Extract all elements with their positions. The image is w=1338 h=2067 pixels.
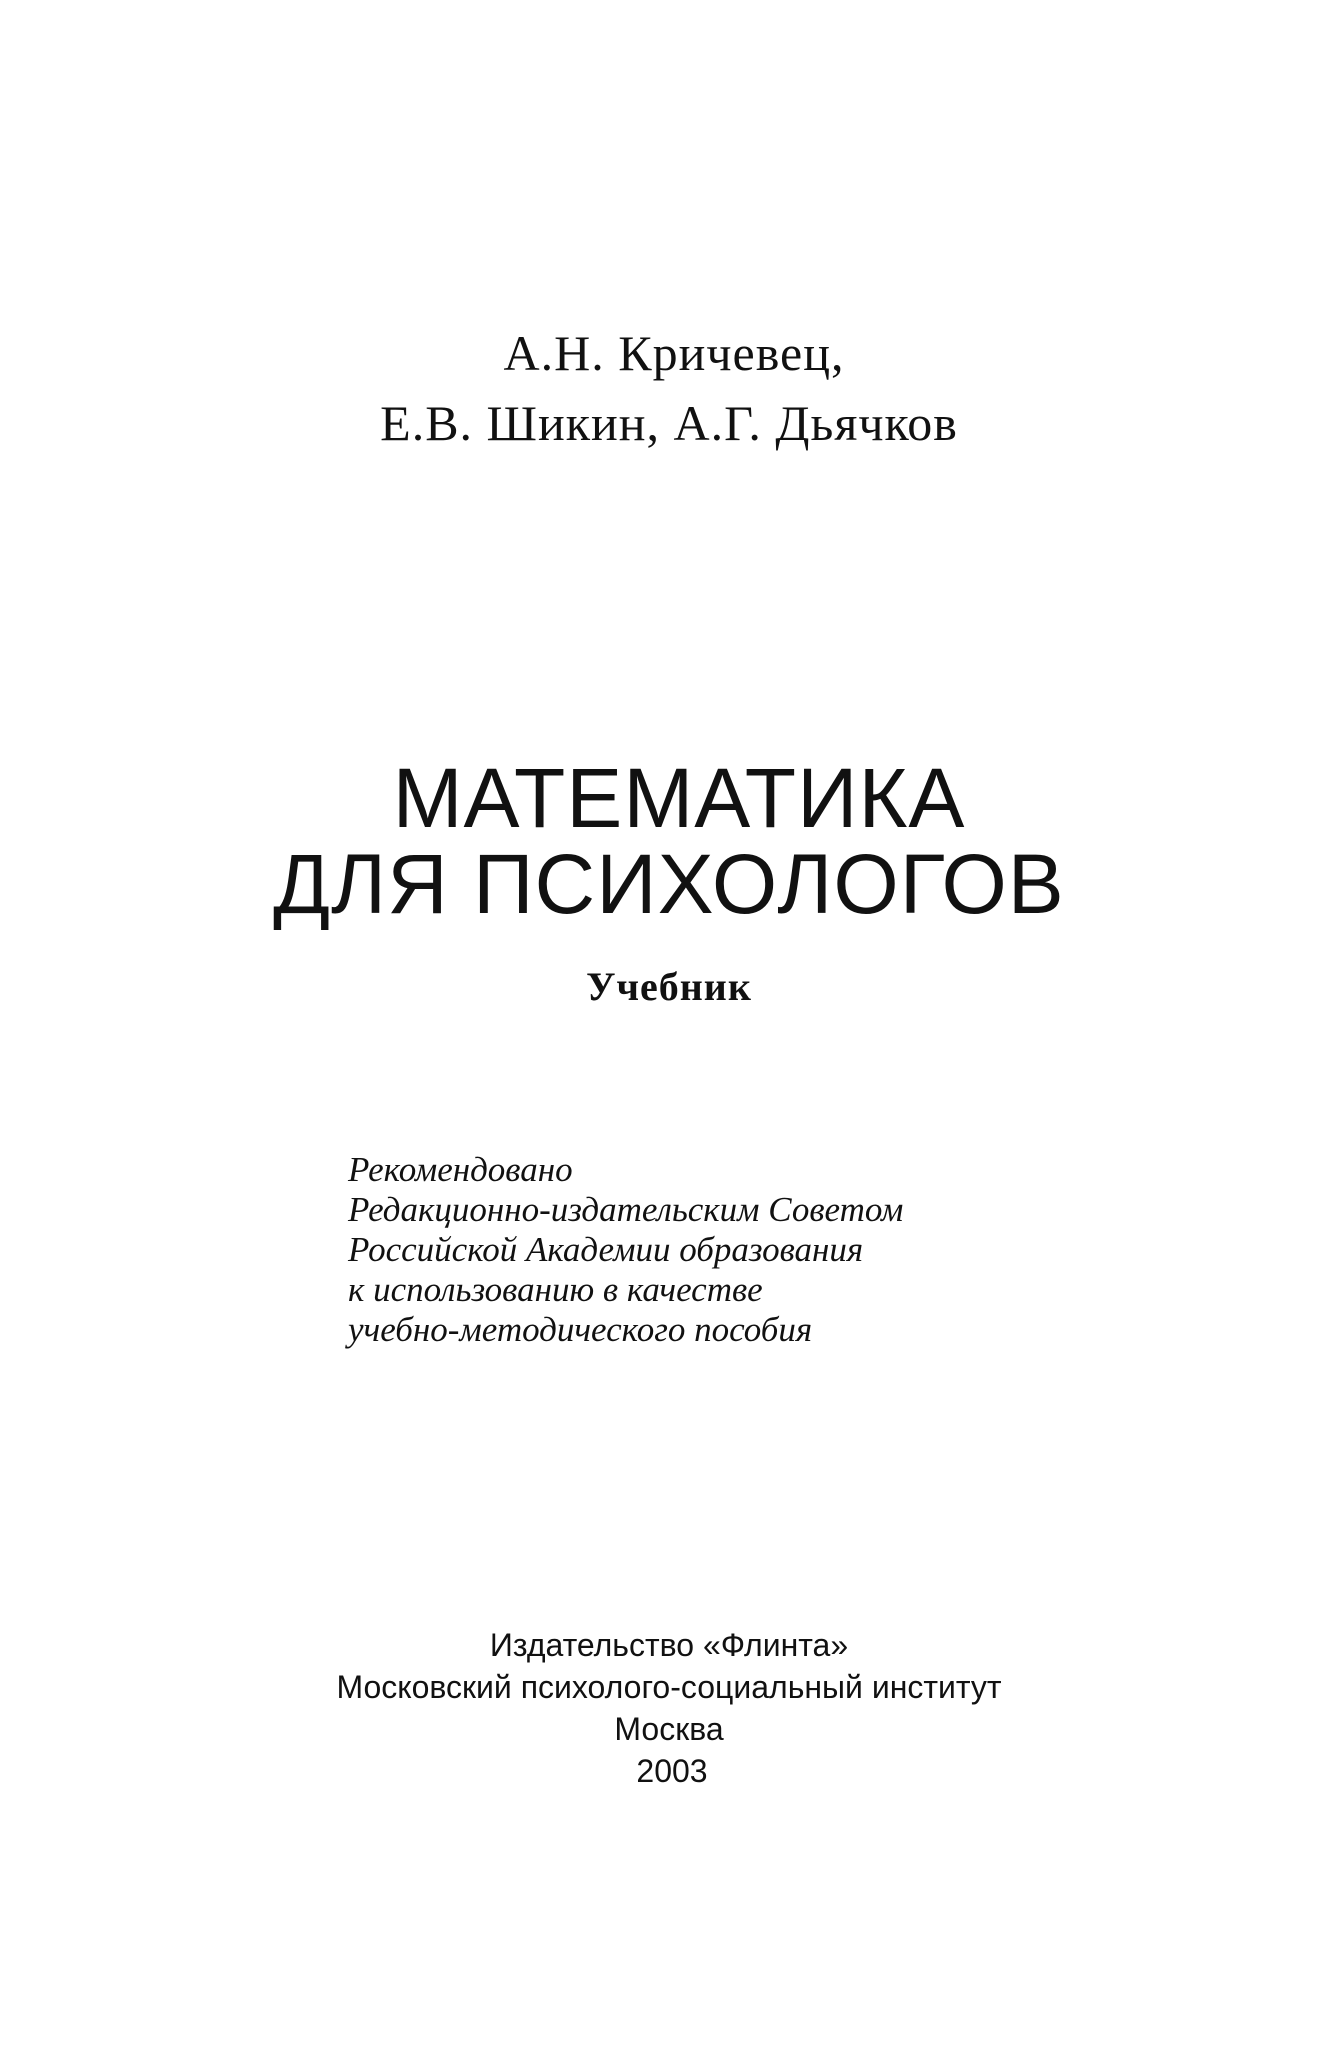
recommendation-line: учебно-методического пособия bbox=[348, 1310, 813, 1349]
publisher-name: Издательство «Флинта» bbox=[489, 1627, 849, 1663]
recommendation-line: Рекомендовано bbox=[348, 1150, 573, 1189]
book-subtitle: Учебник bbox=[586, 964, 752, 1009]
recommendation-line: Российской Академии образования bbox=[348, 1230, 864, 1269]
recommendation-line: Редакционно-издательским Советом bbox=[348, 1190, 904, 1229]
book-title-line-2: ДЛЯ ПСИХОЛОГОВ bbox=[273, 837, 1065, 931]
book-title-line-1: МАТЕМАТИКА bbox=[392, 751, 966, 845]
institute-name: Московский психолого-социальный институт bbox=[336, 1669, 1002, 1705]
authors-block bbox=[0, 318, 1338, 458]
publisher-block bbox=[0, 1624, 1338, 1792]
authors-line-2: Е.В. Шикин, А.Г. Дьячков bbox=[380, 395, 958, 451]
book-title bbox=[0, 751, 1338, 931]
publication-year: 2003 bbox=[636, 1753, 708, 1789]
authors-line-1: А.Н. Кричевец, bbox=[503, 325, 845, 381]
recommendation-line: к использованию в качестве bbox=[348, 1270, 763, 1309]
recommendation-block bbox=[348, 1150, 903, 1350]
publication-city: Москва bbox=[614, 1711, 724, 1747]
